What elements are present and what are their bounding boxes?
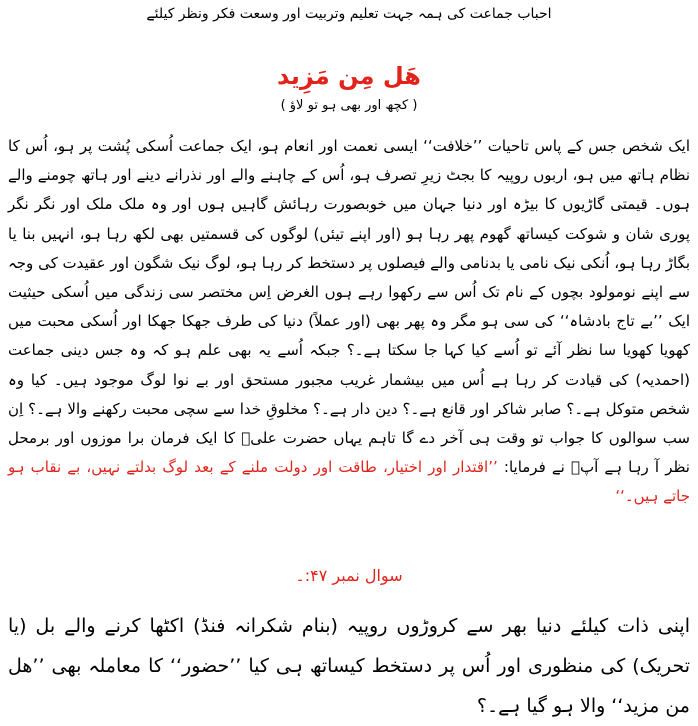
question-text: اپنی ذات کیلئے دنیا بھر سے کروڑوں روپیہ (بنام شکرانہ فنڈ) اکٹھا کرنے والے بل (یا تحریک) کی منظوری اور اُس پر دستخط کیساتھ ہی کیا ’’حضور‘‘ کا معاملہ بھی ’’ھل من مزید‘‘ والا ہو گیا ہے۔؟ bbox=[8, 615, 690, 717]
quote-text: ’’اقتدار اور اختیار، طاقت اور دولت ملنے کے بعد لوگ بدلتے نہیں، بے نقاب ہو جاتے ہیں۔‘‘ bbox=[8, 458, 690, 506]
page-title: ھَل مِن مَزِید bbox=[277, 62, 421, 90]
page-subtitle: احباب جماعت کی ہمہ جہت تعلیم وتربیت اور وسعت فکر ونظر کیلئے bbox=[146, 6, 552, 22]
article-paragraph bbox=[8, 132, 690, 512]
question-label: سوال نمبر ۴۷:۔ bbox=[295, 566, 403, 585]
title-note: ( کچھ اور بھی ہو تو لاؤ ) bbox=[280, 98, 418, 113]
paragraph-text: ایک شخص جس کے پاس تاحیات ’’خلافت‘‘ ایسی نعمت اور انعام ہو، ایک جماعت اُسکی پُشت پر ہو، اُس کا نظام ہاتھ میں ہو، اربوں روپیہ کا بجٹ زیرِ تصرف ہو، اُس کے چاہنے والے اور نذرانے دینے اور ہاتھ چومنے والے ہوں۔ قیمتی گاڑیوں کا بیڑہ اور دنیا جہان میں خوبصورت رہائش گاہیں ہوں اور وہ ملک ملک اور نگر نگر پوری شان و شوکت کیساتھ گھوم پھر رہا ہو (اور اپنے تیئں) لوگوں کی قسمتیں بھی لکھ رہا ہو، انہیں بنا یا بگاڑ رہا ہو، اُنکی نیک نامی یا بدنامی والے فیصلوں پر دستخط کر رہا ہو، لوگ نیک شگون اور عقیدت کی وجہ سے اپنے نومولود بچوں کے نام تک اُس سے رکھوا رہے ہوں الغرض اِس مختصر سی زندگی میں اُسکی حیثیت ایک ’’بے تاج بادشاہ‘‘ کی سی ہو مگر وہ پھر بھی (اور عملاً) دنیا کی طرف جھکا جھکا اور اُسکی محبت میں کھویا کھویا سا نظر آئے تو اُسے کیا کہا جا سکتا ہے۔؟ جبکہ اُسے یہ بھی علم ہو کہ وہ جس دینی جماعت (احمدیہ) کی قیادت کر رہا ہے اُس میں بیشمار غریب مجبور مستحق اور بے نوا لوگ موجود ہیں۔ کیا وہ شخص متوکل ہے۔؟ صابر شاکر اور قانع ہے۔؟ دین دار ہے۔؟ مخلوقِ خدا سے سچی محبت رکھنے والا ہے۔؟ اِن سب سوالوں کا جواب تو وقت ہی آخر دے گا تاہم یہاں حضرت علیؓ کا ایک فرمان برا موزوں اور برمحل نظر آ رہا ہے آپؓ نے فرمایا: bbox=[8, 137, 690, 477]
